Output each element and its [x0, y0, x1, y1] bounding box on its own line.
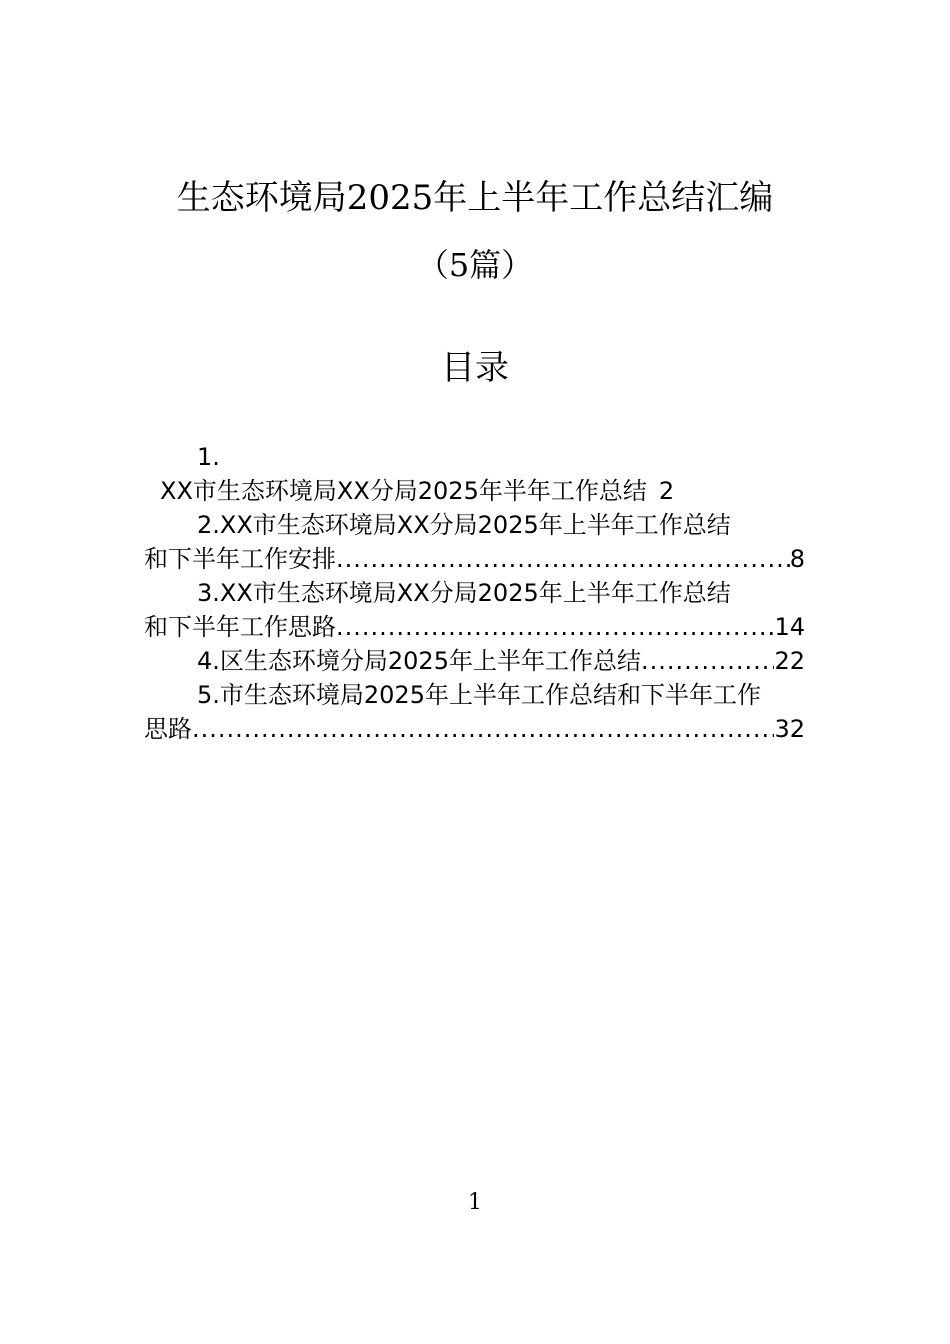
toc-entry-3-title-cont: 和下半年工作思路 [144, 613, 336, 641]
toc-entry-title-line [144, 576, 805, 610]
toc-entry-5-title-cont: 思路 [144, 715, 192, 743]
toc-entry-3[interactable] [144, 576, 805, 644]
toc-entry-continuation-line [144, 610, 805, 644]
toc-entry-continuation-line [144, 542, 805, 576]
toc-entry-2-title: 2.XX市生态环境局XX分局2025年上半年工作总结 [197, 511, 731, 539]
toc-entry-title-line [144, 644, 805, 678]
page-number: 1 [468, 1190, 482, 1215]
table-of-contents [144, 440, 805, 746]
toc-entry-number [144, 440, 805, 474]
dot-leader [641, 644, 774, 678]
dot-leader [336, 610, 774, 644]
toc-entry-2-title-cont: 和下半年工作安排 [144, 545, 336, 573]
document-title: 生态环境局2025年上半年工作总结汇编 [176, 178, 774, 218]
toc-entry-4-page: 22 [774, 647, 805, 675]
toc-entry-2[interactable] [144, 508, 805, 576]
toc-entry-title-line [144, 678, 805, 712]
toc-entry-1-number: 1. [197, 443, 220, 471]
toc-entry-3-page: 14 [774, 613, 805, 641]
toc-entry-4-title: 4.区生态环境分局2025年上半年工作总结 [197, 647, 641, 675]
toc-entry-5[interactable] [144, 678, 805, 746]
toc-entry-5-page: 32 [774, 715, 805, 743]
document-subtitle: （5篇） [416, 246, 534, 284]
toc-entry-1-title: XX市生态环境局XX分局2025年半年工作总结 [160, 477, 647, 505]
dot-leader [192, 712, 774, 746]
toc-entry-1[interactable] [144, 440, 805, 508]
toc-entry-3-title: 3.XX市生态环境局XX分局2025年上半年工作总结 [197, 579, 731, 607]
toc-heading: 目录 [441, 348, 509, 388]
toc-entry-5-title: 5.市生态环境局2025年上半年工作总结和下半年工作 [197, 681, 761, 709]
toc-entry-title-line [144, 474, 805, 508]
toc-entry-4[interactable] [144, 644, 805, 678]
toc-entry-continuation-line [144, 712, 805, 746]
toc-entry-2-page: 8 [789, 545, 805, 573]
dot-leader [336, 542, 790, 576]
toc-entry-1-page: 2 [658, 477, 675, 505]
toc-entry-title-line [144, 508, 805, 542]
